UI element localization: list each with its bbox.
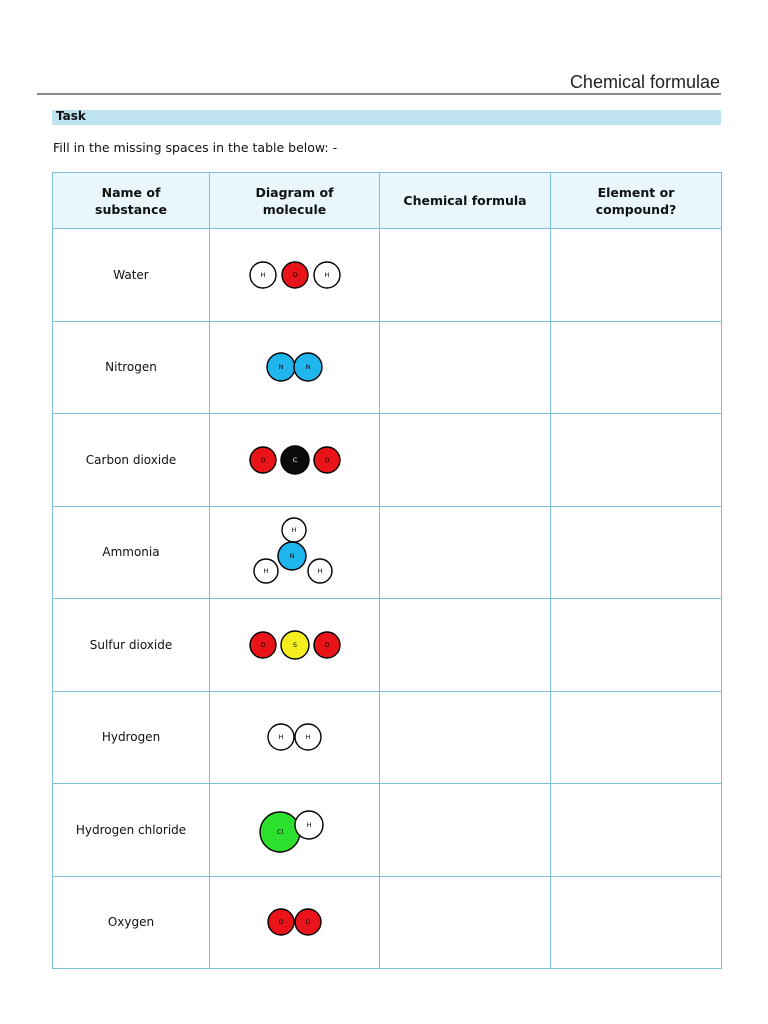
task-label: Task [56,109,86,123]
atom-o [250,632,276,658]
atom-h [254,559,278,583]
svg-text:O: O [304,918,311,927]
svg-text:O: O [323,640,330,649]
element-or-compound-answer-cell[interactable] [551,506,722,599]
header-element-or-compound: Element or compound? [551,173,722,229]
atom-n [294,353,322,381]
table-row [53,414,722,507]
atom-o [314,447,340,473]
sulfur-dioxide-molecule-icon [245,628,345,662]
task-bar [52,110,721,125]
atom-o [250,447,276,473]
atom-h [268,724,294,750]
molecule-diagram-water [210,229,380,322]
molecule-diagram-carbon-dioxide [210,414,380,507]
substance-name: Nitrogen [53,321,210,414]
svg-text:H: H [324,270,329,279]
formula-answer-cell[interactable] [380,506,551,599]
molecule-diagram-ammonia [210,506,380,599]
atom-h [250,262,276,288]
svg-text:H: H [263,567,268,576]
svg-text:O: O [259,455,266,464]
svg-text:Cl: Cl [276,827,283,836]
atom-s [281,631,309,659]
element-or-compound-answer-cell[interactable] [551,784,722,877]
atom-o [295,909,321,935]
water-molecule-icon [245,258,345,292]
element-or-compound-answer-cell[interactable] [551,599,722,692]
nitrogen-molecule-icon [260,350,330,384]
element-or-compound-answer-cell[interactable] [551,229,722,322]
svg-text:H: H [305,733,310,742]
svg-text:H: H [317,567,322,576]
atom-h [295,811,323,839]
svg-text:O: O [277,918,284,927]
atom-h [314,262,340,288]
substance-name: Water [53,229,210,322]
formula-answer-cell[interactable] [380,321,551,414]
substance-name: Carbon dioxide [53,414,210,507]
table-header-row [53,173,722,229]
element-or-compound-answer-cell[interactable] [551,321,722,414]
header-rule [37,93,721,95]
molecule-diagram-nitrogen [210,321,380,414]
svg-text:H: H [306,820,311,829]
table-row [53,506,722,599]
svg-text:O: O [259,640,266,649]
element-or-compound-answer-cell[interactable] [551,876,722,969]
svg-text:S: S [292,640,297,649]
atom-h [282,518,306,542]
atom-cl [260,812,300,852]
task-instruction: Fill in the missing spaces in the table below: - [53,140,338,155]
table-row [53,876,722,969]
svg-text:H: H [278,733,283,742]
atom-o [314,632,340,658]
svg-text:N: N [278,363,283,372]
table-row [53,691,722,784]
molecule-diagram-hydrogen [210,691,380,784]
atom-c [281,446,309,474]
carbon-dioxide-molecule-icon [245,443,345,477]
molecule-diagram-oxygen [210,876,380,969]
header-name-of-substance: Name of substance [53,173,210,229]
ammonia-molecule-icon [250,516,340,588]
molecule-diagram-hydrogen-chloride [210,784,380,877]
substance-name: Sulfur dioxide [53,599,210,692]
molecule-diagram-sulfur-dioxide [210,599,380,692]
formula-table [52,172,722,969]
formula-answer-cell[interactable] [380,599,551,692]
element-or-compound-answer-cell[interactable] [551,414,722,507]
substance-name: Hydrogen chloride [53,784,210,877]
page-title: Chemical formulae [569,72,720,92]
table-row [53,599,722,692]
oxygen-molecule-icon [260,905,330,939]
svg-text:N: N [305,363,310,372]
svg-text:H: H [291,526,296,535]
substance-name: Hydrogen [53,691,210,784]
hydrogen-molecule-icon [260,720,330,754]
svg-text:H: H [260,270,265,279]
header-chemical-formula: Chemical formula [380,173,551,229]
substance-name: Ammonia [53,506,210,599]
svg-text:O: O [291,270,298,279]
atom-h [308,559,332,583]
formula-answer-cell[interactable] [380,229,551,322]
formula-answer-cell[interactable] [380,784,551,877]
atom-h [295,724,321,750]
substance-name: Oxygen [53,876,210,969]
table-row [53,321,722,414]
formula-answer-cell[interactable] [380,691,551,784]
svg-text:O: O [323,455,330,464]
formula-answer-cell[interactable] [380,876,551,969]
header-diagram-of-molecule: Diagram of molecule [210,173,380,229]
svg-text:C: C [292,455,297,464]
svg-text:N: N [289,552,294,561]
atom-o [282,262,308,288]
element-or-compound-answer-cell[interactable] [551,691,722,784]
atom-o [268,909,294,935]
table-row [53,229,722,322]
hydrogen-chloride-molecule-icon [250,807,340,853]
formula-answer-cell[interactable] [380,414,551,507]
atom-n [278,542,306,570]
table-row [53,784,722,877]
atom-n [267,353,295,381]
